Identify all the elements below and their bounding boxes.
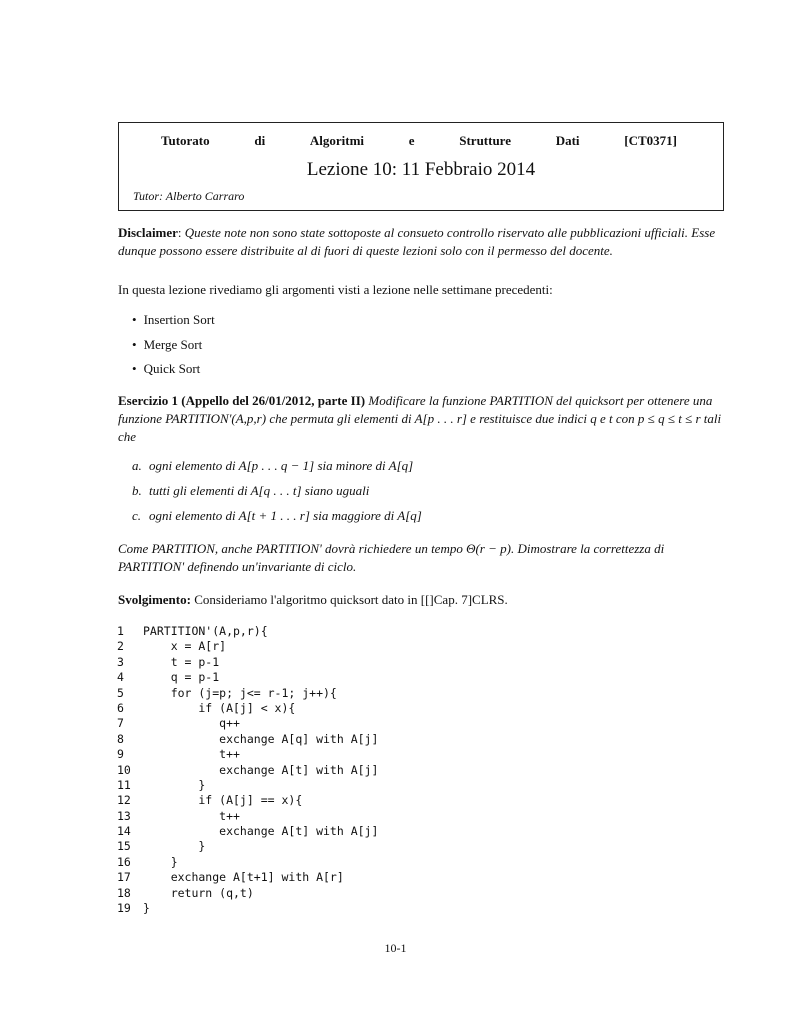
code-text: exchange A[t+1] with A[r] <box>143 870 344 885</box>
code-line <box>117 809 378 824</box>
line-number: 3 <box>117 654 124 669</box>
code-line <box>117 732 378 747</box>
condition-list <box>132 458 422 533</box>
disclaimer-paragraph <box>118 224 724 260</box>
code-line <box>117 686 378 701</box>
item-text: ogni elemento di A[t + 1 . . . r] sia maggiore di A[q] <box>149 508 422 523</box>
item-text: ogni elemento di A[p . . . q − 1] sia minore di A[q] <box>149 458 414 473</box>
item-label: b. <box>132 483 142 498</box>
code-line <box>117 886 378 901</box>
line-number: 15 <box>117 839 131 854</box>
course-word: di <box>254 133 266 148</box>
item-label: c. <box>132 508 142 523</box>
line-number: 8 <box>117 731 124 746</box>
code-line <box>117 824 378 839</box>
code-line <box>117 747 378 762</box>
lecture-title: Lezione 10: 11 Febbraio 2014 <box>306 159 536 180</box>
code-text: for (j=p; j<= r-1; j++){ <box>143 685 337 700</box>
line-number: 17 <box>117 870 131 885</box>
code-text: t++ <box>143 747 240 762</box>
code-text: exchange A[t] with A[j] <box>143 824 379 839</box>
list-item: • Merge Sort <box>132 337 215 362</box>
code-text: PARTITION'(A,p,r){ <box>143 624 268 638</box>
list-item <box>132 483 422 508</box>
code-text: exchange A[t] with A[j] <box>143 762 379 777</box>
item-label: a. <box>132 458 142 473</box>
code-line <box>117 639 378 654</box>
line-number: 4 <box>117 670 124 685</box>
code-line <box>117 901 378 916</box>
code-line <box>117 855 378 870</box>
item-text: tutti gli elementi di A[q . . . t] siano uguali <box>149 483 370 498</box>
disclaimer-separator: : <box>177 225 185 240</box>
line-number: 2 <box>117 639 124 654</box>
code-text: t++ <box>143 808 240 823</box>
lecture-header-box <box>118 122 724 211</box>
code-text: t = p-1 <box>143 654 220 669</box>
course-title <box>161 133 677 149</box>
page-number: 10-1 <box>384 941 407 955</box>
code-line <box>117 763 378 778</box>
course-word: Strutture <box>459 133 511 148</box>
course-word: Algoritmi <box>309 133 365 148</box>
code-text: } <box>143 839 206 854</box>
list-item: • Insertion Sort <box>132 312 215 337</box>
code-listing <box>117 624 378 916</box>
course-word: e <box>408 133 415 148</box>
intro-paragraph: In questa lezione rivediamo gli argomenti visti a lezione nelle settimane precedenti: <box>118 282 553 297</box>
code-text: return (q,t) <box>143 885 254 900</box>
code-text: x = A[r] <box>143 639 227 654</box>
solution-label: Svolgimento: <box>118 592 191 607</box>
line-number: 7 <box>117 716 124 731</box>
code-line <box>117 778 378 793</box>
line-number: 1 <box>117 624 124 638</box>
code-text: if (A[j] == x){ <box>143 793 303 808</box>
line-number: 18 <box>117 885 131 900</box>
list-item: • Quick Sort <box>132 361 215 386</box>
code-line <box>117 655 378 670</box>
line-number: 19 <box>117 901 131 916</box>
code-line <box>117 716 378 731</box>
exercise-paragraph <box>118 392 724 446</box>
line-number: 16 <box>117 854 131 869</box>
list-item <box>132 508 422 533</box>
disclaimer-text: Queste note non sono state sottoposte al consueto controllo riservato alle pubblicazioni ufficiali. Esse dunque possono essere distribuite al di fuori di queste lezioni solo con il permesso del docente. <box>118 225 716 258</box>
line-number: 13 <box>117 808 131 823</box>
topic-list <box>132 312 215 386</box>
code-text: } <box>143 901 150 916</box>
solution-paragraph <box>118 591 724 609</box>
line-number: 14 <box>117 824 131 839</box>
exercise-statement: Modificare la funzione PARTITION del quicksort per ottenere una funzione PARTITION'(A,p,r) che permuta gli elementi di A[p . . . r] e restituisce due indici q e t con p ≤ q ≤ t ≤ r tali che <box>118 393 722 444</box>
course-word: Dati <box>555 133 580 148</box>
code-line <box>117 793 378 808</box>
line-number: 6 <box>117 700 124 715</box>
course-word: Tutorato <box>161 133 210 148</box>
code-text: if (A[j] < x){ <box>143 700 296 715</box>
code-line <box>117 870 378 885</box>
line-number: 11 <box>117 777 131 792</box>
code-text: q = p-1 <box>143 670 220 685</box>
line-number: 5 <box>117 685 124 700</box>
requirement-paragraph: Come PARTITION, anche PARTITION' dovrà richiedere un tempo Θ(r − p). Dimostrare la correttezza di PARTITION' definendo un'invariante di ciclo. <box>118 541 665 574</box>
code-text: } <box>143 854 178 869</box>
code-line <box>117 839 378 854</box>
line-number: 12 <box>117 793 131 808</box>
code-line <box>117 701 378 716</box>
tutor-name: Tutor: Alberto Carraro <box>133 189 245 203</box>
course-code: [CT0371] <box>624 133 677 148</box>
code-text: q++ <box>143 716 240 731</box>
code-text: exchange A[q] with A[j] <box>143 731 379 746</box>
solution-text: Consideriamo l'algoritmo quicksort dato in [[]Cap. 7]CLRS. <box>190 592 508 607</box>
code-line <box>117 670 378 685</box>
code-text: } <box>143 777 206 792</box>
exercise-label: Esercizio 1 (Appello del 26/01/2012, parte II) <box>118 393 366 408</box>
list-item <box>132 458 422 483</box>
code-line <box>117 624 378 639</box>
disclaimer-label: Disclaimer <box>118 225 178 240</box>
line-number: 9 <box>117 747 124 762</box>
line-number: 10 <box>117 762 131 777</box>
